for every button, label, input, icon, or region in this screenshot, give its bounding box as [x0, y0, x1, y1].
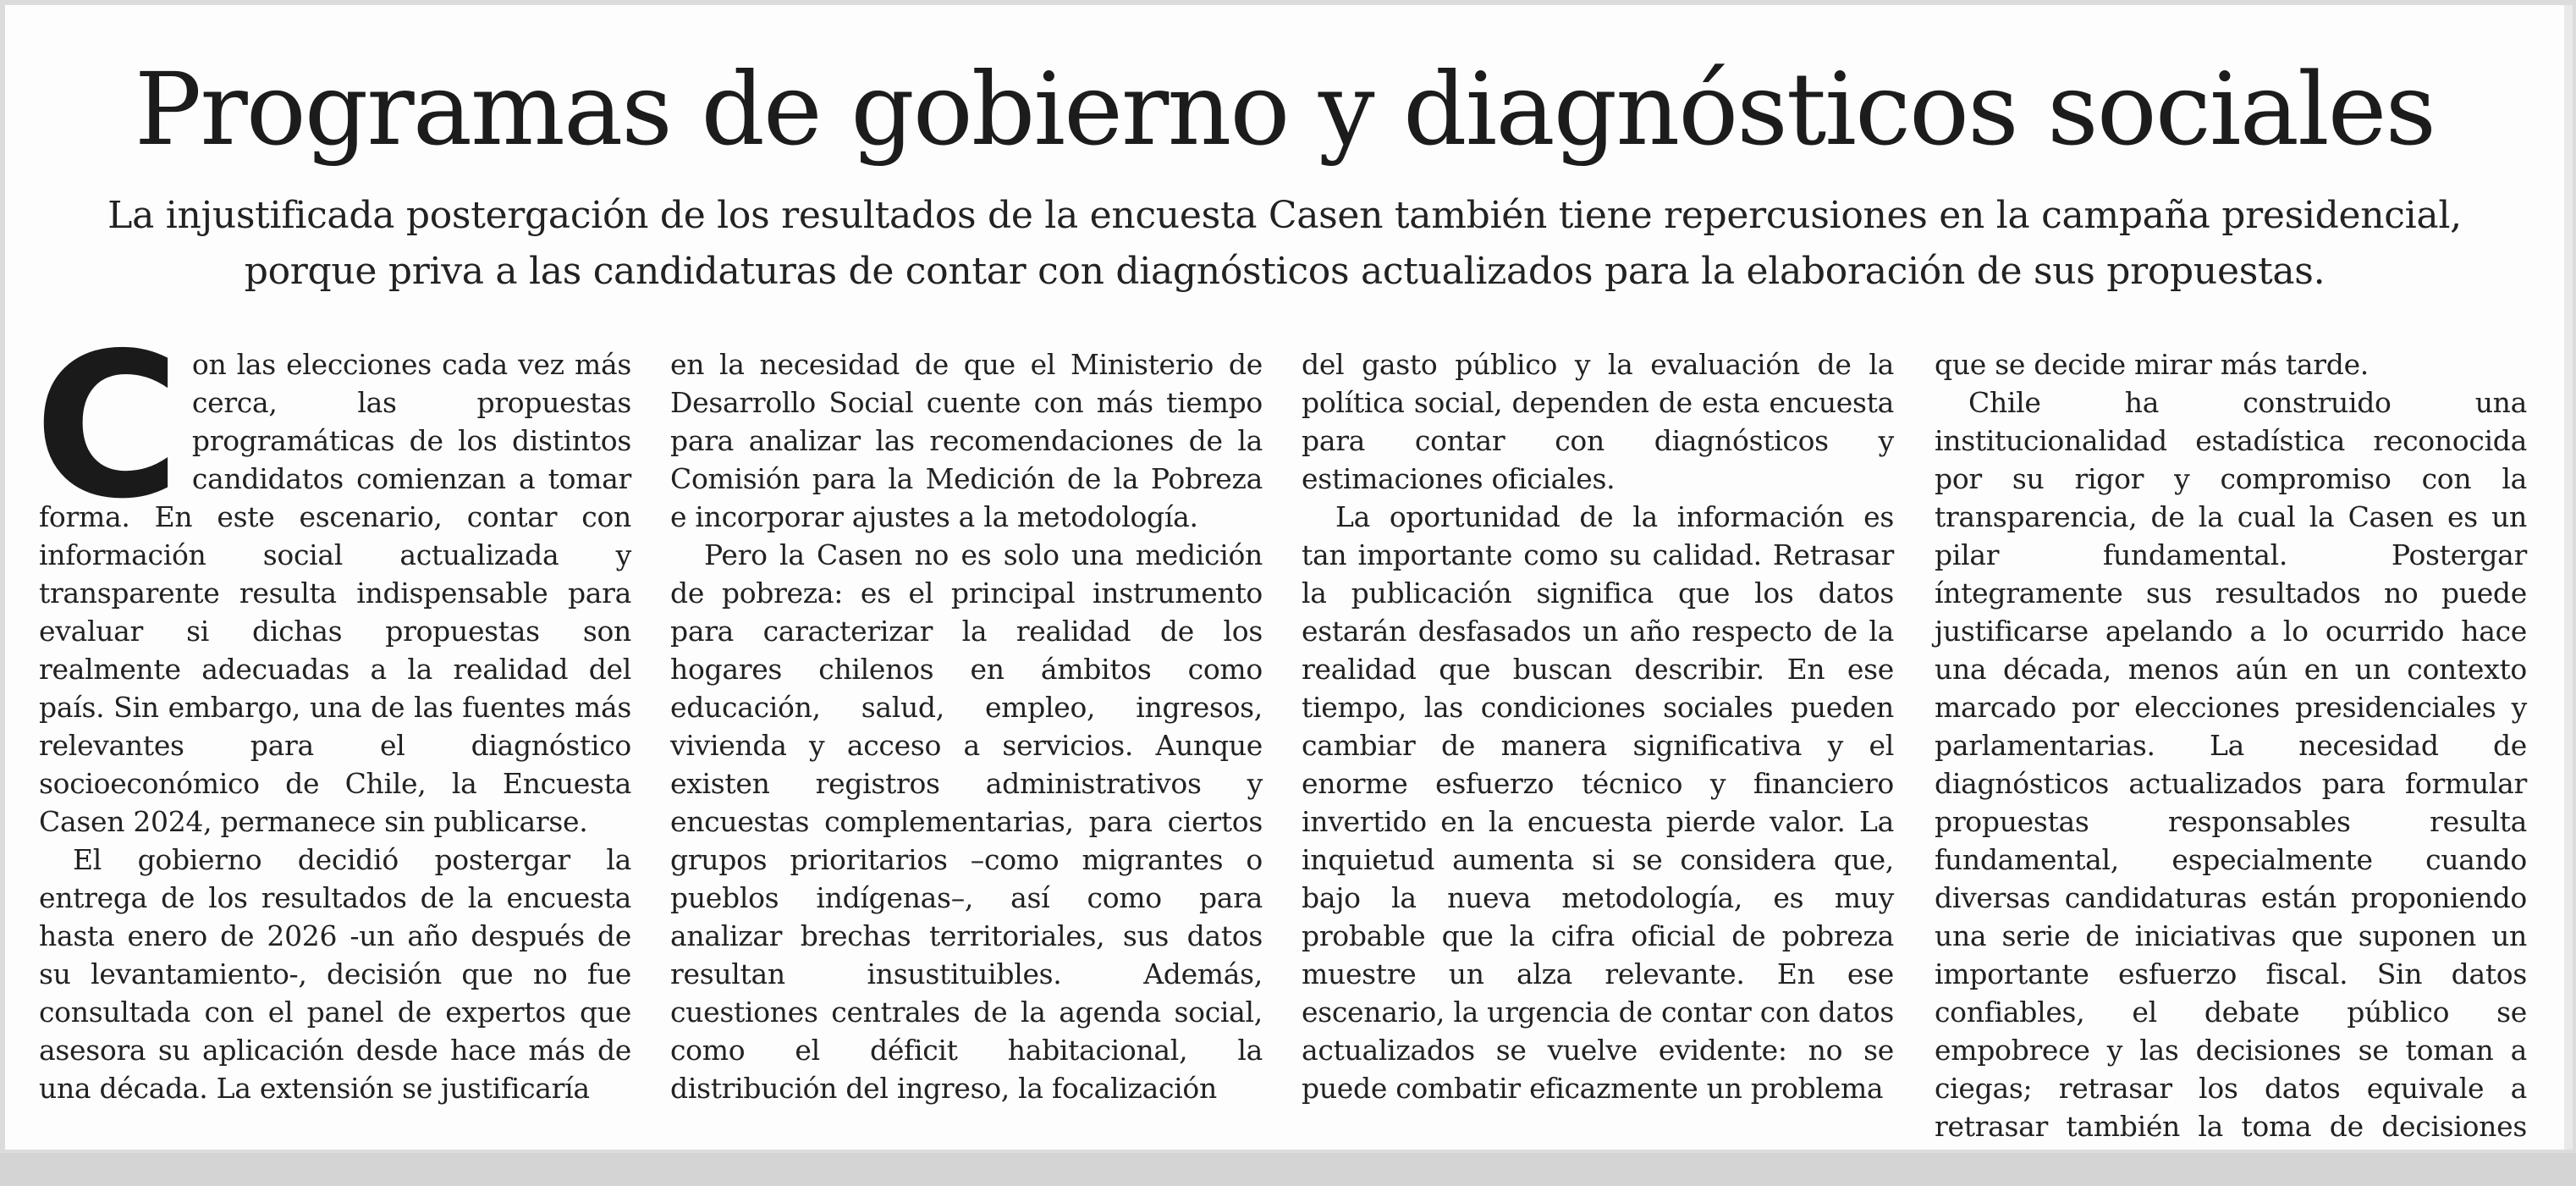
bottom-margin: [0, 1153, 2576, 1186]
column-3: [1302, 345, 1894, 1107]
deck-line-2: porque priva a las candidaturas de contar con diagnósticos actualizados para la elaboración de sus propuestas.: [244, 250, 2326, 293]
deck: [39, 188, 2530, 300]
column-2: [670, 345, 1263, 1107]
drop-cap: C: [34, 310, 180, 543]
paragraph-continuation: en la necesidad de que el Ministerio de Desarrollo Social cuente con más tiempo para analizar las recomendaciones de la Comisión para la Medición de la Pobreza e incorporar ajustes a la metodología.: [670, 348, 1263, 533]
headline: Programas de gobierno y diagnósticos sociales: [134, 51, 2436, 168]
paragraph-continuation: que se decide mirar más tarde.: [1935, 348, 2369, 381]
column-4: [1935, 345, 2527, 1183]
paragraph-3: Pero la Casen no es solo una medición de pobreza: es el principal instrumento para caracterizar la realidad de los hogares chilenos en ámbitos como educación, salud, empleo, ingresos, vivienda y acceso a servicios. Aunque existen registros administrativos y encuestas complementarias, para ciertos grupos prioritarios –como migrantes o pueblos indígenas–, así como para analizar brechas territoriales, sus datos resultan insustituibles. Además, cuestiones centrales de la agenda social, como el déficit habitacional, la distribución del ingreso, la focalización: [670, 538, 1263, 1105]
deck-line-1: La injustificada postergación de los resultados de la encuesta Casen también tiene repercusiones en la campaña presidencial,: [107, 194, 2462, 237]
paragraph-4: La oportunidad de la información es tan importante como su calidad. Retrasar la publicación significa que los datos estarán desfasados un año respecto de la realidad que buscan describir. En ese tiempo, las condiciones sociales pueden cambiar de manera significativa y el enorme esfuerzo técnico y financiero invertido en la encuesta pierde valor. La inquietud aumenta si se considera que, bajo la nueva metodología, es muy probable que la cifra oficial de pobreza muestre un alza relevante. En ese escenario, la urgencia de contar con datos actualizados se vuelve evidente: no se puede combatir eficazmente un problema: [1302, 500, 1894, 1105]
column-1: [34, 310, 631, 1107]
newspaper-clipping: [5, 5, 2573, 1150]
paragraph-5: Chile ha construido una institucionalidad estadística reconocida por su rigor y compromiso con la transparencia, de la cual la Casen es un pilar fundamental. Postergar íntegramente sus resultados no puede justificarse apelando a lo ocurrido hace una década, menos aún en un contexto marcado por elecciones presidenciales y parlamentarias. La necesidad de diagnósticos actualizados para formular propuestas responsables resulta fundamental, especialmente cuando diversas candidaturas están proponiendo una serie de iniciativas que suponen un importante esfuerzo fiscal. Sin datos confiables, el debate público se empobrece y las decisiones se toman a ciegas; retrasar los datos equivale a retrasar también la toma de decisiones: [1935, 386, 2527, 1143]
paragraph-1: [34, 310, 631, 841]
paragraph-1-text: on las elecciones cada vez más cerca, las propuestas programáticas de los distintos candidatos comienzan a tomar forma. En este escenario, contar con información social actualizada y transparente resulta indispensable para evaluar si dichas propuestas son realmente adecuadas a la realidad del país. Sin embargo, una de las fuentes más relevantes para el diagnóstico socioeconómico de Chile, la Encuesta Casen 2024, permanece sin publicarse.: [39, 348, 631, 838]
paragraph-2: El gobierno decidió postergar la entrega de los resultados de la encuesta hasta enero de 2026 -un año después de su levantamiento-, decisión que no fue consultada con el panel de expertos que asesora su aplicación desde hace más de una década. La extensión se justificaría: [39, 843, 631, 1105]
paragraph-continuation: del gasto público y la evaluación de la política social, dependen de esta encuesta para contar con diagnósticos y estimaciones oficiales.: [1302, 348, 1894, 495]
